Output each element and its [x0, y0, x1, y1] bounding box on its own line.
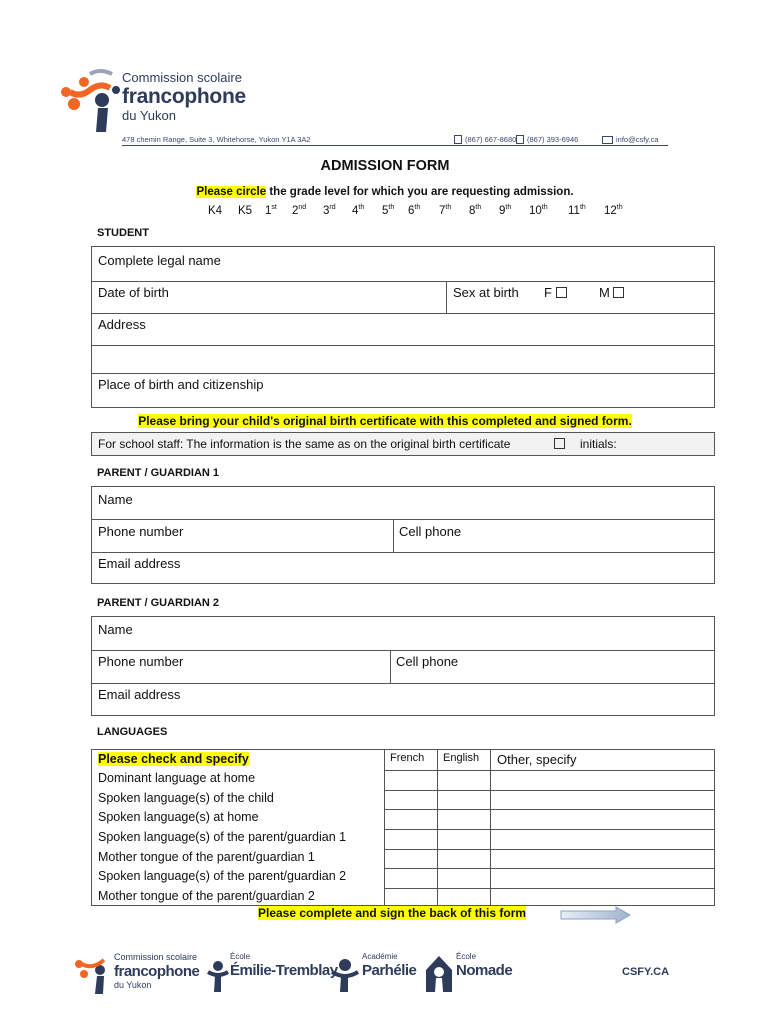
student-section: [91, 246, 715, 408]
footer-logo1-line1: Commission scolaire: [114, 952, 198, 962]
footer-logo2-line2: Émilie-Tremblay: [230, 962, 338, 979]
col-other: Other, specify: [497, 752, 577, 767]
footer-logo1-line3: du Yukon: [114, 980, 152, 990]
parent2-cell-label: Cell phone: [396, 654, 459, 669]
grade-k5[interactable]: K5: [238, 205, 253, 217]
birth-certificate-notice: Please bring your child's original birth certificate with this completed and signed form.: [138, 414, 632, 428]
col-english: English: [443, 752, 480, 764]
fax-icon: [516, 135, 524, 144]
parhelie-logo-icon: [330, 956, 360, 994]
footer-logo4-line2: Nomade: [456, 962, 513, 979]
dob-label: Date of birth: [98, 285, 169, 300]
csfy-footer-logo-icon: [74, 950, 114, 996]
parent1-cell-label: Cell phone: [399, 524, 462, 539]
footer-website[interactable]: CSFY.CA: [622, 966, 670, 978]
parent2-heading: PARENT / GUARDIAN 2: [97, 597, 220, 609]
staff-verification: [91, 432, 715, 456]
grade-2[interactable]: 2nd: [292, 204, 307, 217]
sex-f-label: F: [544, 285, 552, 300]
emilie-tremblay-logo-icon: [206, 958, 230, 994]
parent1-email-label: Email address: [98, 556, 181, 571]
languages-heading: LANGUAGES: [97, 726, 168, 738]
footer-logo3-line2: Parhélie: [362, 962, 417, 979]
languages-table: [91, 749, 715, 906]
parent2-section: [91, 616, 715, 716]
org-fax: (867) 393-6946: [527, 135, 579, 144]
footer-logo2-line1: École: [230, 952, 251, 961]
col-french: French: [390, 752, 425, 764]
grade-11[interactable]: 11th: [568, 204, 586, 217]
email-icon: [602, 136, 613, 144]
footer-logo3-line1: Académie: [362, 952, 398, 961]
org-address: 478 chemin Range, Suite 3, Whitehorse, Yukon Y1A 3A2: [122, 135, 311, 144]
grade-9[interactable]: 9th: [499, 204, 512, 217]
parent1-name-label: Name: [98, 492, 133, 507]
grade-4[interactable]: 4th: [352, 204, 365, 217]
complete-back-notice: Please complete and sign the back of this form: [258, 906, 527, 920]
grade-7[interactable]: 7th: [439, 204, 452, 217]
sex-m-label: M: [599, 285, 610, 300]
language-row: Spoken language(s) of the parent/guardian 2: [98, 869, 347, 883]
grade-3[interactable]: 3rd: [323, 204, 336, 217]
footer-logo4-line1: École: [456, 952, 477, 961]
parent1-phone-label: Phone number: [98, 524, 184, 539]
sex-label: Sex at birth: [453, 285, 519, 300]
student-heading: STUDENT: [97, 227, 149, 239]
grade-instruction-highlight: Please circle: [196, 186, 267, 198]
staff-verification-checkbox[interactable]: [554, 438, 565, 449]
language-row: Spoken language(s) at home: [98, 810, 259, 824]
address-label: Address: [98, 317, 146, 332]
parent2-phone-label: Phone number: [98, 654, 184, 669]
org-name-line3: du Yukon: [122, 108, 176, 123]
contact-line: [122, 132, 668, 146]
grade-12[interactable]: 12th: [604, 204, 623, 217]
language-row: Dominant language at home: [98, 771, 256, 785]
language-row: Mother tongue of the parent/guardian 2: [98, 889, 315, 903]
check-specify-label: Please check and specify: [98, 752, 249, 766]
legal-name-label: Complete legal name: [98, 253, 221, 268]
grade-1[interactable]: 1st: [265, 204, 277, 217]
language-row: Spoken language(s) of the child: [98, 791, 274, 805]
org-name-line1: Commission scolaire: [122, 70, 242, 85]
grade-k4[interactable]: K4: [208, 205, 223, 217]
org-email: info@csfy.ca: [616, 135, 659, 144]
footer-logo1-line2: francophone: [114, 963, 200, 980]
sex-f-checkbox[interactable]: [556, 287, 567, 298]
grade-instruction: [0, 186, 770, 198]
language-row: Mother tongue of the parent/guardian 1: [98, 850, 315, 864]
initials-label: initials:: [580, 437, 617, 451]
staff-verification-text: For school staff: The information is the same as on the original birth certificate: [98, 437, 511, 451]
grade-5[interactable]: 5th: [382, 204, 395, 217]
phone-icon: [454, 135, 462, 144]
parent2-name-label: Name: [98, 622, 133, 637]
language-row: Spoken language(s) of the parent/guardian 1: [98, 830, 347, 844]
grade-10[interactable]: 10th: [529, 204, 548, 217]
grade-instruction-rest: the grade level for which you are requesting admission.: [266, 186, 574, 198]
nomade-logo-icon: [424, 952, 454, 994]
org-phone: (867) 667-8680: [465, 135, 517, 144]
form-title: ADMISSION FORM: [320, 158, 450, 174]
parent1-heading: PARENT / GUARDIAN 1: [97, 467, 220, 479]
sex-m-checkbox[interactable]: [613, 287, 624, 298]
grade-6[interactable]: 6th: [408, 204, 421, 217]
grade-8[interactable]: 8th: [469, 204, 482, 217]
parent2-email-label: Email address: [98, 687, 181, 702]
parent1-section: [91, 486, 715, 584]
org-name-line2: francophone: [122, 85, 246, 108]
place-of-birth-label: Place of birth and citizenship: [98, 377, 264, 392]
arrow-right-icon: [560, 906, 632, 924]
